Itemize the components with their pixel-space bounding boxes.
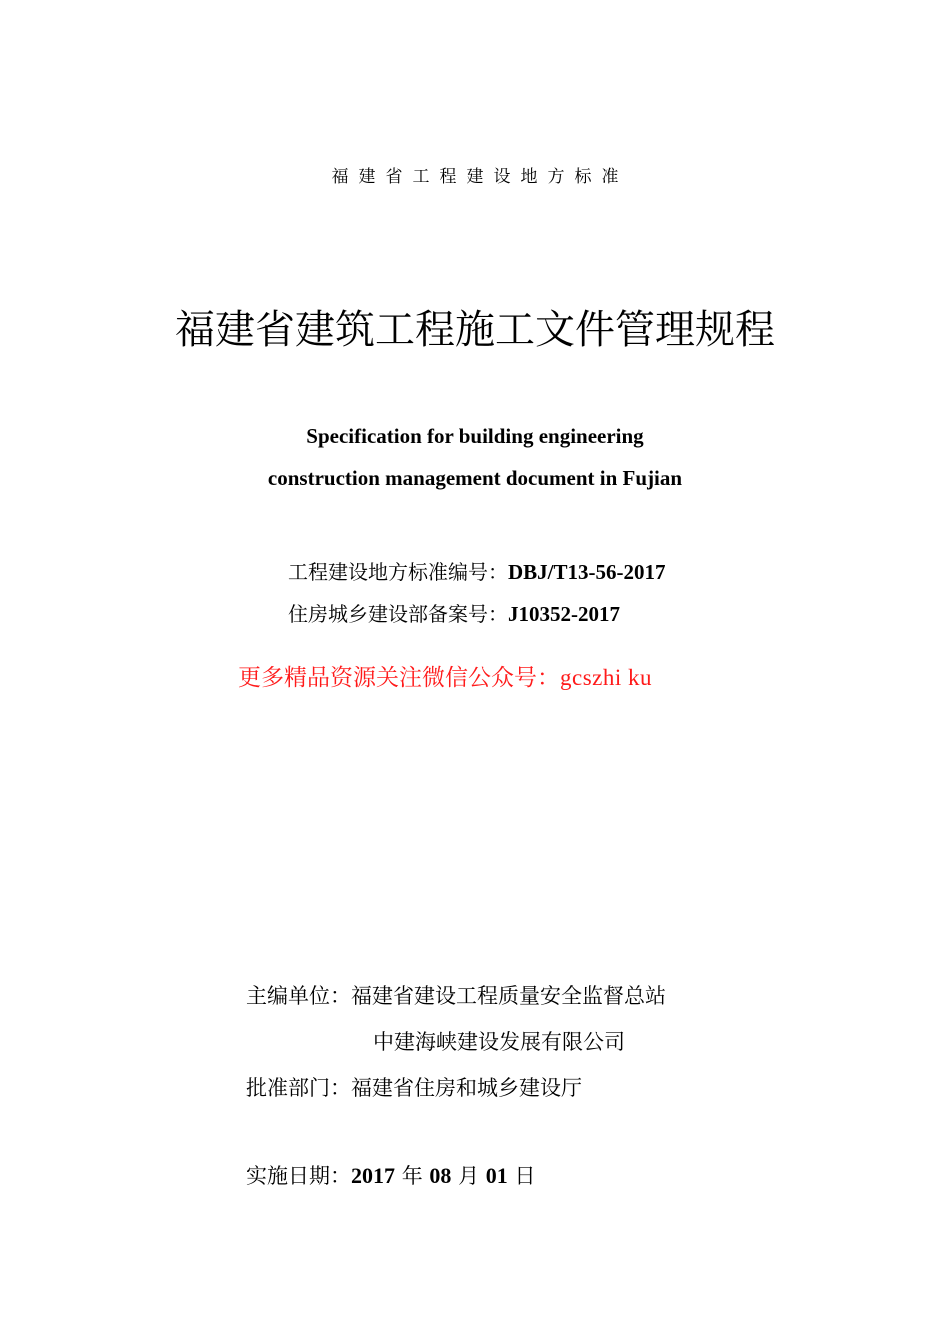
- standard-number-value: DBJ/T13-56-2017: [508, 560, 666, 584]
- effective-date-month: 08: [429, 1163, 452, 1188]
- document-title-english-line-2: construction management document in Fujian: [267, 466, 683, 490]
- effective-date-day: 01: [485, 1163, 508, 1188]
- promo-notice: [238, 659, 652, 692]
- approver-value: 福建省住房和城乡建设厅: [351, 1076, 582, 1100]
- effective-date-month-unit: 月: [458, 1164, 480, 1188]
- approver-line: [246, 1072, 582, 1102]
- chief-editor-unit-2: 中建海峡建设发展有限公司: [373, 1030, 625, 1054]
- promo-account: gcszhi ku: [560, 665, 653, 690]
- chief-editor-unit-1: 福建省建设工程质量安全监督总站: [351, 984, 666, 1008]
- approver-label: 批准部门：: [246, 1076, 351, 1100]
- record-number-line: [288, 598, 620, 627]
- effective-date-year-unit: 年: [401, 1164, 423, 1188]
- record-number-value: J10352-2017: [508, 602, 620, 626]
- standard-number-label: 工程建设地方标准编号：: [288, 560, 508, 584]
- effective-date-label: 实施日期：: [246, 1164, 351, 1188]
- standard-number-line: [288, 556, 666, 585]
- standard-series-heading: 福建省工程建设地方标准: [331, 167, 629, 187]
- promo-text: 更多精品资源关注微信公众号：: [238, 665, 560, 691]
- record-number-label: 住房城乡建设部备案号：: [288, 602, 508, 626]
- chief-editor-line: [246, 980, 666, 1010]
- chief-editor-label: 主编单位：: [246, 984, 351, 1008]
- effective-date-day-unit: 日: [514, 1164, 536, 1188]
- document-title-english-line-1: Specification for building engineering: [306, 424, 644, 448]
- document-title-chinese: 福建省建筑工程施工文件管理规程: [175, 307, 775, 353]
- effective-date-line: [246, 1160, 535, 1190]
- effective-date-year: 2017: [351, 1163, 395, 1188]
